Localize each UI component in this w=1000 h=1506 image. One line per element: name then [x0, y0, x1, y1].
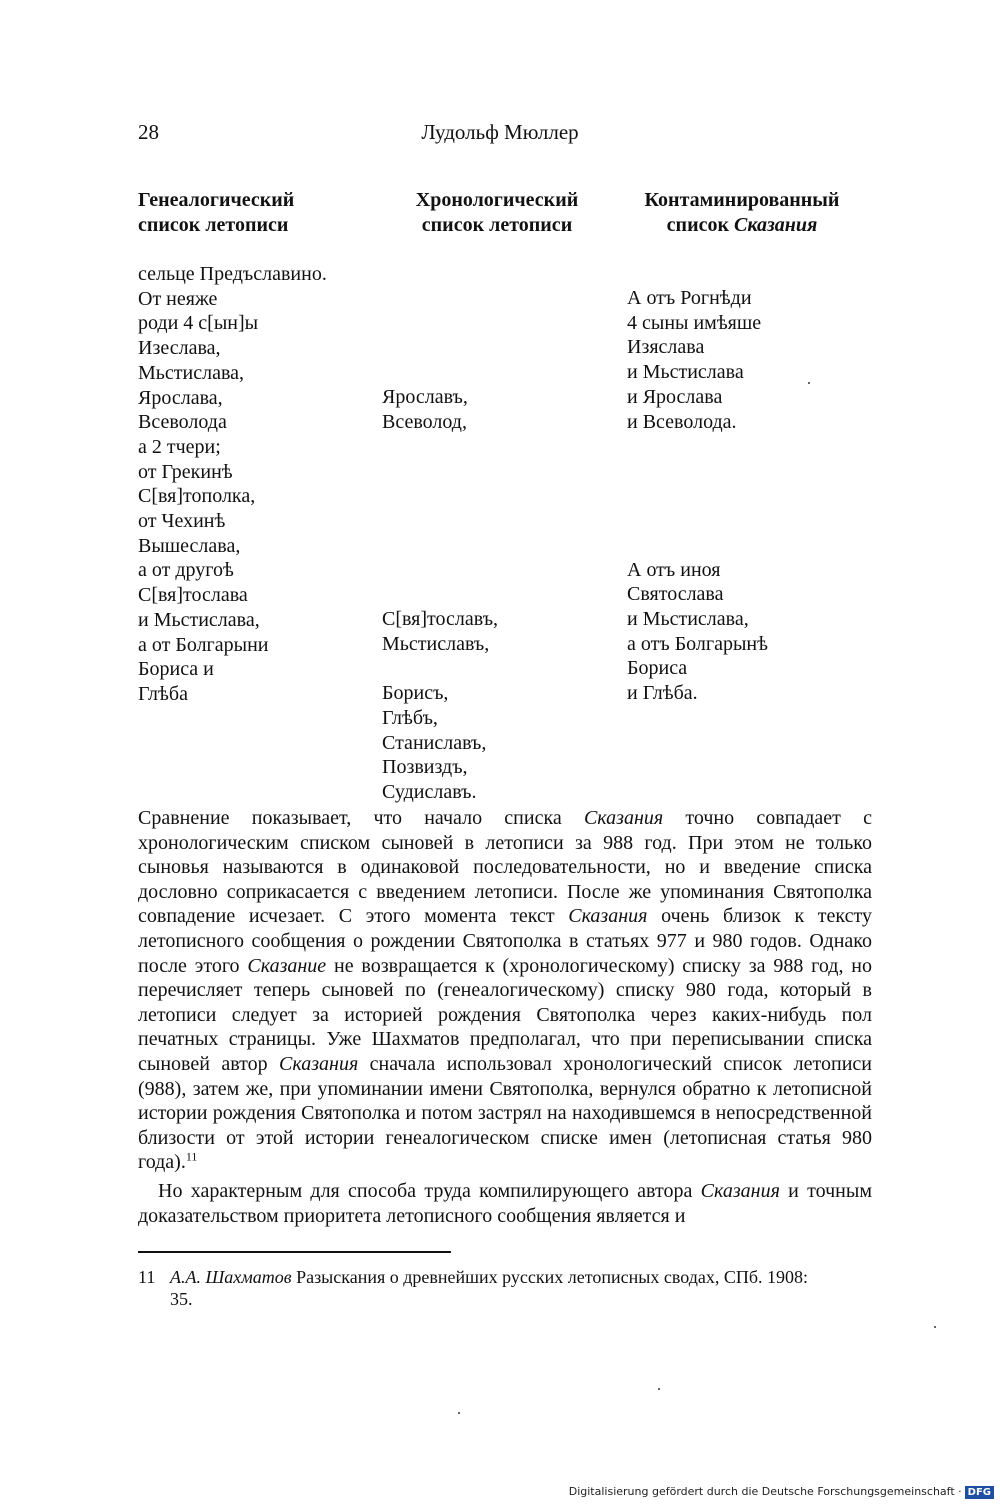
page-number: 28 [138, 120, 159, 144]
italic-title: Сказания [700, 1179, 780, 1202]
scan-speck [934, 1326, 936, 1328]
text-line: С[вя]тополка, [138, 485, 256, 508]
text-line: Станиславъ, [382, 731, 487, 754]
body-text [138, 806, 872, 1228]
text-line: От неяже [138, 287, 218, 310]
paragraph [138, 1179, 872, 1228]
text-line: Всеволода [138, 411, 227, 434]
footnote-number: 11 [138, 1267, 156, 1287]
text-run: Но характерным для способа труда компилирующего автора [158, 1179, 701, 1202]
heading-line: список летописи [421, 214, 573, 236]
italic-title: Сказания [568, 905, 648, 928]
heading-line: Генеалогический [138, 189, 295, 211]
text-line: а отъ Болгарынѣ [627, 632, 768, 655]
scan-speck [458, 1412, 460, 1414]
text-line: 4 сыны имѣяше [627, 311, 762, 334]
text-line: а 2 тчери; [138, 435, 221, 458]
heading-line: список летописи [138, 214, 289, 236]
text-line: Вышеслава, [138, 534, 241, 557]
text-line: Судиславъ. [382, 781, 477, 804]
column-heading-contaminated [612, 188, 872, 238]
text-line: от Грекинѣ [138, 460, 233, 483]
text-line: и Мьстислава, [138, 608, 260, 631]
text-run: очень близок к тексту летописного сообщения о рождении Святополка в статьях 977 и 980 годов. Однако после этого [138, 905, 873, 977]
text-line: Всеволод, [382, 410, 467, 433]
heading-text: список [666, 214, 734, 236]
text-line: роди 4 с[ын]ы [138, 312, 259, 335]
heading-line: Контаминированный [644, 189, 840, 211]
italic-title: Сказание [247, 954, 327, 977]
text-line: С[вя]тослава [138, 584, 248, 607]
scan-speck [808, 382, 810, 384]
text-line: Борисъ, [382, 682, 449, 705]
text-line: и Всеволода. [627, 410, 737, 433]
digitization-text: Digitalisierung gefördert durch die Deutsche Forschungsgemeinschaft · [568, 1485, 962, 1498]
text-line: Изеслава, [138, 337, 221, 360]
scan-speck [658, 1388, 660, 1390]
footnote-rule [138, 1251, 451, 1253]
text-line: Ярославъ, [382, 386, 468, 408]
running-head: Лудольф Мюллер [421, 120, 579, 144]
text-line: Бориса [627, 657, 688, 680]
column-heading-genealogical [138, 188, 294, 238]
column-contaminated [627, 286, 768, 706]
heading-line [612, 213, 872, 238]
italic-title: Сказания [279, 1052, 359, 1075]
text-line: и Мьстислава [627, 361, 744, 384]
text-line: от Чехинѣ [138, 510, 226, 533]
text-run: точно совпадает с хронологическим списком сыновей в летописи за 988 год. При этом не только сыновья называются в одинаковой последовательности, но и введение списка дословно соприкасается с введением летописи. После же упоминания Святополка совпадение исчезает. С этого момента текст [138, 807, 872, 928]
text-line: Глѣбъ, [382, 707, 438, 730]
text-run: Сравнение показывает, что начало списка [138, 807, 584, 829]
text-line: а от Болгарыни [138, 633, 269, 656]
footnote [138, 1266, 872, 1310]
text-line: Изяслава [627, 336, 705, 359]
dfg-logo: DFG [965, 1486, 994, 1499]
heading-line: Хронологический [415, 189, 579, 211]
text-run: сначала использовал хронологический список летописи (988), затем же, при упоминании имени Святополка, вернулся обратно к летописной истории рождения Святополка и потом застрял на находившемся в непосредственной близости от этой истории генеалогическом списке имен (летописная статья 980 года). [138, 1052, 872, 1174]
heading-italic: Сказания [734, 214, 818, 236]
text-run: не возвращается к (хронологическому) списку за 988 год, но перечисляет теперь сыновей по (генеалогическому) списку 980 года, который в летописи следует за историей рождения Святополка через каких-нибудь пол печатных страницы. Уже Шахматов предполагал, что при переписывании списка сыновей автор [138, 954, 873, 1075]
italic-title: Сказания [583, 807, 664, 829]
text-line: Святослава [627, 583, 724, 606]
footnote-author: А.А. Шахматов [170, 1267, 292, 1287]
digitization-notice [569, 1485, 994, 1499]
column-chronological [382, 385, 498, 805]
text-line: и Ярослава [627, 385, 723, 408]
text-line: А отъ Рогнѣди [627, 287, 752, 309]
text-line: Позвиздъ, [382, 756, 468, 779]
text-run: и точным доказательством приоритета летописного сообщения является и [138, 1179, 872, 1227]
footnote-continuation: 35. [170, 1289, 193, 1309]
text-line: Ярослава, [138, 386, 223, 409]
text-line: и Глѣба. [627, 682, 698, 705]
column-genealogical [138, 262, 327, 707]
text-line: и Мьстислава, [627, 608, 749, 631]
paragraph [138, 806, 872, 1175]
text-line: а от другоѣ [138, 559, 234, 582]
footnote-text: Разыскания о древнейших русских летописных сводах, СПб. 1908: [291, 1267, 809, 1287]
footnote-line [138, 1266, 872, 1288]
text-line: сельце Предъславино. [138, 263, 327, 285]
text-line: Мьстиславъ, [382, 632, 490, 655]
footnote-marker: 11 [185, 1149, 198, 1164]
text-line: А отъ иноя [627, 558, 721, 581]
text-line: Глѣба [138, 682, 188, 705]
text-line: Мьстислава, [138, 361, 245, 384]
text-line: С[вя]тославъ, [382, 608, 499, 631]
text-line: Бориса и [138, 658, 214, 681]
column-heading-chronological [372, 188, 622, 238]
